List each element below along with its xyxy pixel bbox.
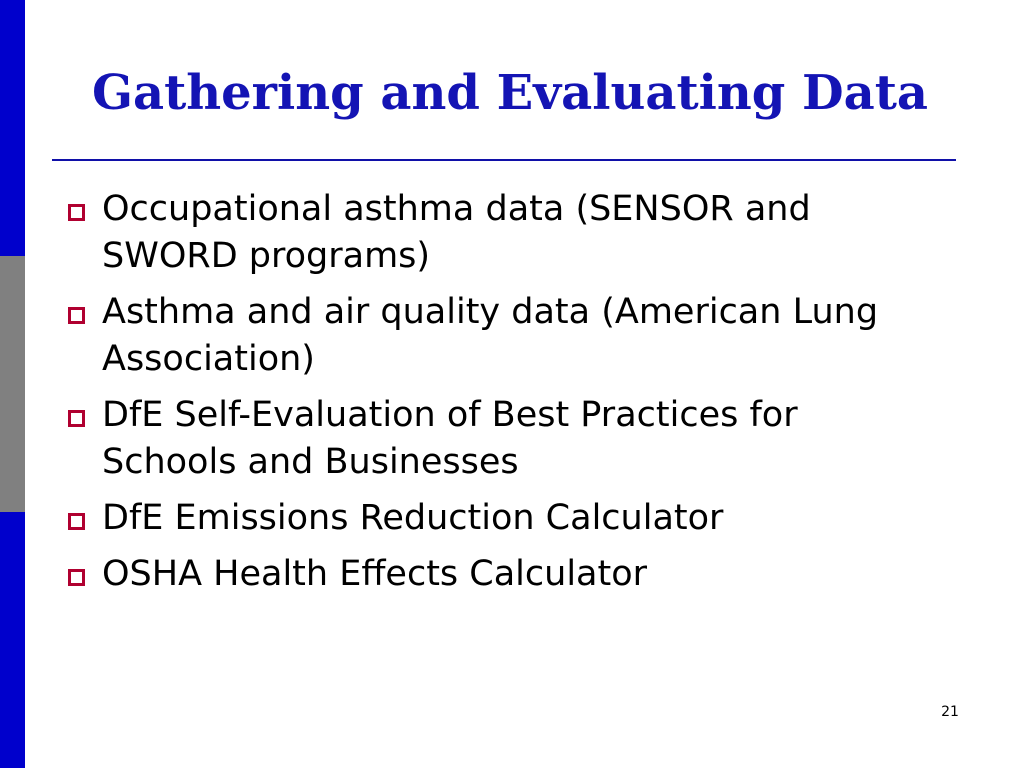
bullet-text: Occupational asthma data (SENSOR and SWORD programs)	[102, 189, 811, 276]
hollow-square-bullet-icon	[68, 204, 85, 221]
bullet-item	[62, 392, 942, 486]
page-number: 21	[941, 704, 959, 720]
hollow-square-bullet-icon	[68, 569, 85, 586]
slide-title: Gathering and Evaluating Data	[91, 65, 929, 121]
bullet-list	[62, 186, 942, 607]
bullet-text: Asthma and air quality data (American Lung Association)	[102, 292, 879, 379]
bullet-text: OSHA Health Effects Calculator	[102, 554, 648, 594]
hollow-square-bullet-icon	[68, 513, 85, 530]
bullet-item	[62, 495, 942, 542]
title-divider	[52, 159, 956, 161]
bullet-item	[62, 551, 942, 598]
side-accent-bar-top	[0, 0, 25, 256]
bullet-item	[62, 289, 942, 383]
hollow-square-bullet-icon	[68, 410, 85, 427]
bullet-text: DfE Self-Evaluation of Best Practices for Schools and Businesses	[102, 395, 798, 482]
bullet-text: DfE Emissions Reduction Calculator	[102, 498, 724, 538]
bullet-item	[62, 186, 942, 280]
side-accent-bar-bottom	[0, 512, 25, 768]
hollow-square-bullet-icon	[68, 307, 85, 324]
side-accent-bar-middle	[0, 256, 25, 512]
